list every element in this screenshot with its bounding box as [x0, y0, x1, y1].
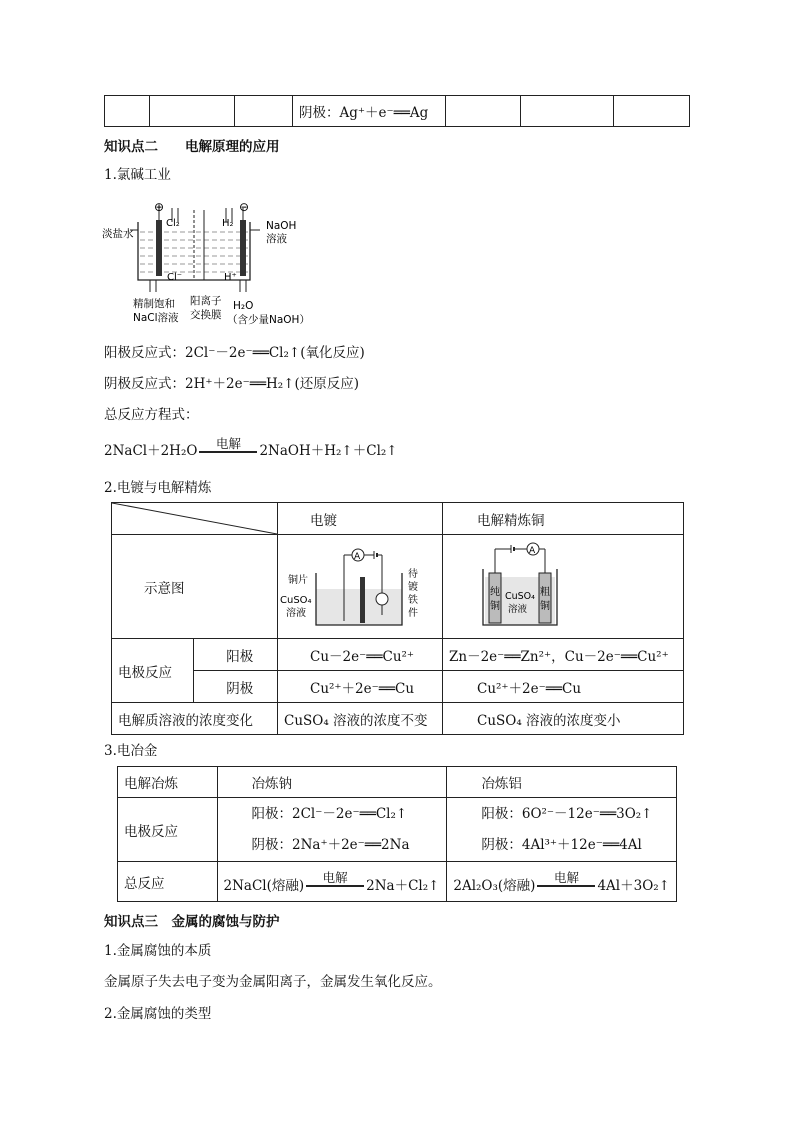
section-title-3: 知识点三 金属的腐蚀与防护: [104, 914, 280, 930]
row-label-concentration: 电解质溶液的浓度变化: [112, 703, 278, 735]
cuso4-label: CuSO₄: [280, 594, 312, 606]
cell-empty: [521, 96, 614, 127]
iron-label-1: 待: [408, 568, 418, 580]
equation-left: 2NaCl＋2H₂O: [104, 443, 198, 459]
bottom-left-label-1: 精制饱和: [133, 298, 175, 310]
anode-electrode: [156, 220, 162, 276]
plating-figure-cell: [278, 535, 443, 639]
pure-copper-label-2: 铜: [490, 600, 500, 612]
bottom-right-label-1: H₂O: [233, 300, 254, 312]
corrosion-paragraph: 金属原子失去电子变为金属阳离子，金属发生氧化反应。: [104, 974, 442, 990]
right-outlet-label-2: 溶液: [266, 233, 287, 245]
corrosion-heading-1: 1.金属腐蚀的本质: [104, 943, 212, 959]
metallurgy-table: [117, 766, 677, 902]
aluminum-anode: 阳极：6O²⁻－12e⁻══3O₂↑: [481, 805, 653, 822]
equation-right: 2NaOH＋H₂↑＋Cl₂↑: [259, 443, 398, 459]
cell-empty: [614, 96, 690, 127]
aluminum-cathode: 阴极：4Al³⁺＋12e⁻══4Al: [481, 836, 642, 853]
copper-label: 铜片: [288, 574, 308, 586]
bottom-mid-label-1: 阳离子: [190, 295, 222, 307]
col-header-refining: 电解精炼铜: [443, 503, 684, 535]
plating-anode-reaction: Cu－2e⁻══Cu²⁺: [278, 639, 443, 671]
section-title-2: 知识点二 电解原理的应用: [104, 139, 280, 155]
plating-concentration: CuSO₄ 溶液的浓度不变: [278, 703, 443, 735]
sodium-electrode-cell: [217, 798, 447, 862]
electrolysis-condition: 电解: [199, 437, 257, 455]
chlor-alkali-diagram: [100, 200, 320, 332]
refining-diagram: [443, 537, 683, 637]
refine-solution-label: 溶液: [508, 603, 528, 615]
chlor-alkali-heading: 1.氯碱工业: [104, 167, 171, 183]
corrosion-heading-2: 2.金属腐蚀的类型: [104, 1006, 212, 1022]
cell-empty: [446, 96, 521, 127]
col-header-plating: 电镀: [278, 503, 443, 535]
col-header-sodium: 冶炼钠: [217, 767, 447, 798]
metallurgy-heading: 3.电冶金: [104, 743, 158, 759]
col-header-aluminum: 冶炼铝: [447, 767, 677, 798]
electrolysis-condition: 电解: [537, 871, 595, 889]
refine-cuso4-label: CuSO₄: [505, 590, 535, 602]
electrolysis-condition: 电解: [306, 871, 364, 889]
iron-label-2: 镀: [408, 581, 418, 593]
ion-h: H⁺: [224, 272, 237, 283]
aluminum-total: 2Al₂O₃(熔融) 电解 4Al＋3O₂↑: [447, 862, 677, 902]
cathode-reaction: 阴极反应式：2H⁺＋2e⁻══H₂↑(还原反应): [104, 376, 359, 392]
anode-label: 阳极: [194, 639, 278, 671]
svg-text:A: A: [529, 545, 536, 556]
crude-copper-label-2: 铜: [540, 600, 550, 612]
cell-cathode-ag: 阴极：Ag⁺＋e⁻══Ag: [293, 96, 446, 127]
cell-empty: [105, 96, 150, 127]
diagonal-header: [112, 503, 278, 535]
cell-empty: [235, 96, 293, 127]
cathode-electrode: [240, 220, 246, 276]
iron-label-3: 铁: [408, 594, 418, 606]
crude-copper-label-1: 粗: [540, 586, 550, 598]
plating-heading: 2.电镀与电解精炼: [104, 480, 212, 496]
row-label-total: 总反应: [118, 862, 218, 902]
aluminum-electrode-cell: [447, 798, 677, 862]
anode-reaction: 阳极反应式：2Cl⁻－2e⁻══Cl₂↑(氧化反应): [104, 345, 365, 361]
refining-anode-reaction: Zn－2e⁻══Zn²⁺，Cu－2e⁻══Cu²⁺: [443, 639, 684, 671]
refining-concentration: CuSO₄ 溶液的浓度变小: [443, 703, 684, 735]
plating-table: [111, 502, 684, 735]
row-label-electrode: 电极反应: [112, 639, 194, 703]
bottom-right-label-2: （含少量NaOH）: [227, 314, 310, 326]
total-reaction-label: 总反应方程式：: [104, 407, 199, 423]
bottom-mid-label-2: 交换膜: [190, 309, 222, 321]
minus-icon: ⊖: [239, 200, 250, 214]
row-label-diagram: 示意图: [112, 535, 278, 639]
sodium-total: 2NaCl(熔融) 电解 2Na＋Cl₂↑: [217, 862, 447, 902]
col-header-method: 电解冶炼: [118, 767, 218, 798]
row-label-electrode: 电极反应: [118, 798, 218, 862]
iron-label-4: 件: [408, 607, 418, 619]
right-outlet-label-1: NaOH: [266, 220, 297, 232]
top-table-row: [104, 95, 690, 127]
cathode-label: 阴极: [194, 671, 278, 703]
refining-cathode-reaction: Cu²⁺＋2e⁻══Cu: [443, 671, 684, 703]
plating-cathode-reaction: Cu²⁺＋2e⁻══Cu: [278, 671, 443, 703]
plating-diagram: [278, 537, 442, 637]
left-outlet-label: 淡盐水: [102, 228, 134, 240]
bottom-left-label-2: NaCl溶液: [133, 312, 179, 324]
plus-icon: ⊕: [154, 200, 165, 214]
solution-label: 溶液: [286, 607, 306, 619]
refining-figure-cell: [443, 535, 684, 639]
svg-text:A: A: [354, 551, 361, 562]
cl2-label: Cl₂: [166, 218, 180, 229]
sodium-anode: 阳极：2Cl⁻－2e⁻══Cl₂↑: [251, 805, 408, 822]
sodium-cathode: 阴极：2Na⁺＋2e⁻══2Na: [251, 836, 410, 853]
h2-label: H₂: [222, 218, 234, 229]
total-equation: [104, 435, 398, 461]
pure-copper-label-1: 纯: [490, 586, 500, 598]
ion-cl: Cl⁻: [167, 272, 183, 283]
cell-empty: [150, 96, 235, 127]
